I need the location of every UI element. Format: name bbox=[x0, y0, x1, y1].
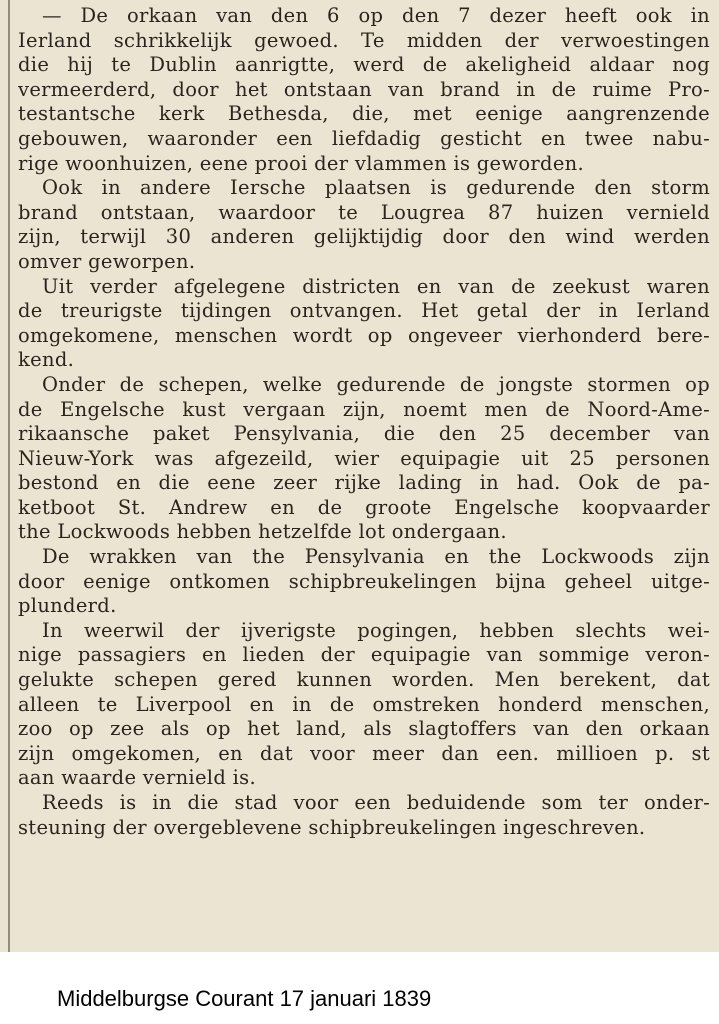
article-line: omver geworpen. bbox=[18, 249, 196, 273]
article-line: door eenige ontkomen schipbreukelingen bijna geheel uitge- bbox=[18, 569, 710, 593]
article-line: De wrakken van the Pensylvania en the Lockwoods zijn bbox=[42, 545, 710, 569]
article-line: omgekomene, menschen wordt op ongeveer vierhonderd bere- bbox=[18, 323, 710, 347]
article-line: de Engelsche kust vergaan zijn, noemt men de Noord-Ame- bbox=[18, 397, 710, 421]
article-line: ketboot St. Andrew en de groote Engelsche koopvaarder bbox=[18, 495, 710, 519]
article-line: the Lockwoods hebben hetzelfde lot ondergaan. bbox=[18, 520, 507, 544]
article-line: bestond en die eene zeer rijke lading in had. Ook de pa- bbox=[18, 471, 710, 495]
article-line: gelukte schepen gered kunnen worden. Men berekent, dat bbox=[18, 668, 710, 692]
article-line: kend. bbox=[18, 348, 75, 372]
article-line: plunderd. bbox=[18, 594, 117, 618]
article-line: nige passagiers en lieden der equipagie van sommige veron- bbox=[18, 643, 710, 667]
article-line: zoo op zee als op het land, als slagtoffers van den orkaan bbox=[18, 717, 710, 741]
article-line: vermeerderd, door het ontstaan van brand in de ruime Pro- bbox=[18, 77, 710, 101]
article-line: Reeds is in die stad voor een beduidende som ter onder- bbox=[42, 791, 710, 814]
article-line: rikaansche paket Pensylvania, die den 25 december van bbox=[18, 422, 710, 446]
article-line: Nieuw-York was afgezeild, wier equipagie uit 25 personen bbox=[18, 446, 710, 470]
article-line: zijn omgekomen, en dat voor meer dan een. millioen p. st bbox=[18, 741, 710, 765]
article-line: Uit verder afgelegene districten en van de zeekust waren bbox=[42, 274, 710, 298]
article-line: Onder de schepen, welke gedurende de jongste stormen op bbox=[42, 372, 710, 396]
article-line: rige woonhuizen, eene prooi der vlammen is geworden. bbox=[18, 151, 585, 175]
article-line: zijn, terwijl 30 anderen gelijktijdig door den wind werden bbox=[18, 225, 710, 249]
article-line: die hij te Dublin aanrigtte, werd de akeligheid aldaar nog bbox=[18, 53, 710, 77]
article-line: testantsche kerk Bethesda, die, met eenige aangrenzende bbox=[18, 102, 710, 126]
article-line: alleen te Liverpool en in de omstreken honderd menschen, bbox=[18, 692, 710, 716]
article-line: de treurigste tijdingen ontvangen. Het getal der in Ierland bbox=[18, 299, 710, 323]
article-line: gebouwen, waaronder een liefdadig gesticht en twee nabu- bbox=[18, 126, 710, 150]
source-caption: Middelburgse Courant 17 januari 1839 bbox=[57, 986, 432, 1011]
article-line: aan waarde vernield is. bbox=[18, 766, 256, 790]
article-line: — De orkaan van den 6 op den 7 dezer heeft ook in bbox=[42, 4, 710, 27]
article-line: Ierland schrikkelijk gewoed. Te midden der verwoestingen bbox=[18, 28, 710, 52]
article-line: Ook in andere Iersche plaatsen is gedurende den storm bbox=[42, 176, 710, 200]
article-line: steuning der overgeblevene schipbreukelingen ingeschreven. bbox=[18, 815, 646, 839]
article-line: In weerwil der ijverigste pogingen, hebben slechts wei- bbox=[42, 618, 710, 642]
article-text bbox=[18, 4, 710, 840]
article-line: brand ontstaan, waardoor te Lougrea 87 huizen vernield bbox=[18, 200, 710, 224]
